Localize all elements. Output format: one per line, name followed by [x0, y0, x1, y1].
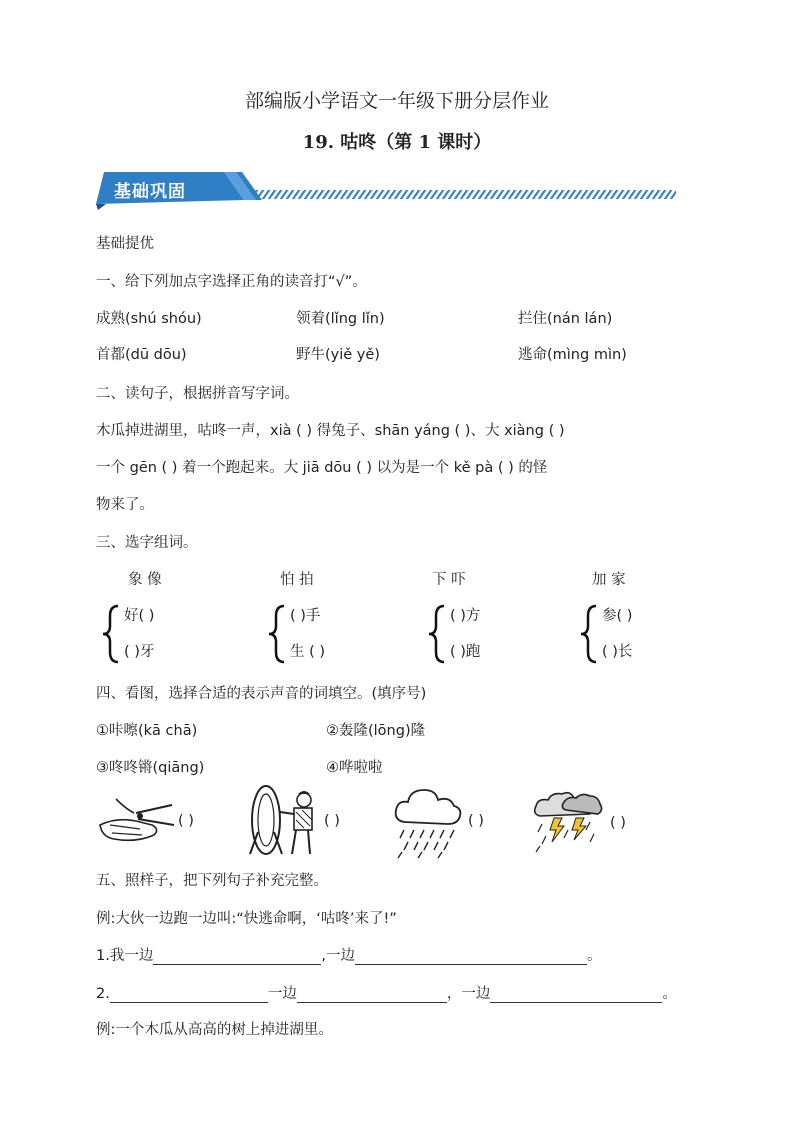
answer-blank[interactable] — [297, 986, 447, 1003]
q4-blank[interactable]: ( ) — [610, 815, 626, 831]
q5-text: 。 — [662, 986, 677, 1002]
q5-example: 例:大伙一边跑一边叫:“快逃命啊，‘咕咚’来了!” — [96, 911, 397, 927]
answer-blank[interactable] — [153, 948, 321, 965]
q3-blank[interactable]: ( )长 — [602, 644, 633, 660]
q3-prompt: 三、选字组词。 — [96, 535, 198, 551]
banner-label: 基础巩固 — [114, 182, 186, 202]
q1-item: 逃命(mìng mìn) — [518, 347, 627, 363]
page-title: 部编版小学语文一年级下册分层作业 — [244, 90, 549, 112]
q3-chars: 象 像 — [128, 572, 162, 588]
q3-chars: 加 家 — [592, 572, 626, 588]
q3-group — [426, 604, 526, 664]
q2-line: 物来了。 — [96, 497, 154, 513]
brace-icon — [426, 604, 448, 664]
q1-item: 野牛(yiě yě) — [296, 347, 380, 363]
q4-prompt: 四、看图，选择合适的表示声音的词填空。(填序号) — [96, 686, 427, 702]
q5-text: 一边 — [267, 986, 297, 1002]
q3-blank[interactable]: ( )跑 — [450, 644, 481, 660]
q4-option: ①咔嚓(kā chā) — [96, 723, 198, 739]
q3-group — [578, 604, 678, 664]
q4-option: ④哗啦啦 — [326, 760, 383, 776]
thunderstorm-icon — [532, 790, 604, 854]
q5-text: 1.我一边 — [96, 948, 154, 964]
q5-example: 例:一个木瓜从高高的树上掉进湖里。 — [96, 1022, 333, 1038]
q4-blank[interactable]: ( ) — [178, 813, 194, 829]
q4-option: ③咚咚锵(qiāng) — [96, 760, 205, 776]
q5-sentence-2 — [96, 982, 677, 1003]
q1-item: 首都(dū dōu) — [96, 347, 187, 363]
q2-line: 一个 gēn ( ) 着一个跑起来。大 jiā dōu ( ) 以为是一个 kě pà ( ) 的怪 — [96, 460, 548, 476]
q5-sentence-1 — [96, 944, 601, 965]
rain-cloud-icon — [392, 784, 464, 860]
q3-group — [266, 604, 366, 664]
q1-prompt: 一、给下列加点字选择正角的读音打“√”。 — [96, 274, 367, 290]
drum-player-icon — [246, 782, 322, 858]
q2-prompt: 二、读句子，根据拼音写字词。 — [96, 386, 299, 402]
q3-blank[interactable]: 参( ) — [602, 608, 633, 624]
answer-blank[interactable] — [490, 986, 662, 1003]
q3-chars: 怕 拍 — [280, 572, 314, 588]
q4-blank[interactable]: ( ) — [324, 813, 340, 829]
q4-option: ②轰隆(lōng)隆 — [326, 723, 426, 739]
q3-group — [100, 604, 200, 664]
q5-prompt: 五、照样子，把下列句子补充完整。 — [96, 873, 328, 889]
q3-blank[interactable]: 好( ) — [124, 608, 155, 624]
q3-blank[interactable]: ( )牙 — [124, 644, 155, 660]
q5-text: 2. — [96, 986, 110, 1002]
brace-icon — [266, 604, 288, 664]
q3-blank[interactable]: 生 ( ) — [290, 644, 326, 660]
q4-blank[interactable]: ( ) — [468, 813, 484, 829]
q3-chars: 下 吓 — [432, 572, 466, 588]
q5-text: 。 — [586, 948, 602, 964]
lesson-title: 19. 咕咚（第 1 课时） — [302, 132, 492, 153]
q1-item: 成熟(shú shóu) — [96, 311, 202, 327]
q3-blank[interactable]: ( )手 — [290, 608, 321, 624]
section-banner — [96, 170, 678, 210]
brace-icon — [578, 604, 600, 664]
q3-blank[interactable]: ( )方 — [450, 608, 481, 624]
brace-icon — [100, 604, 122, 664]
scissors-cutting-icon — [96, 795, 178, 847]
q1-item: 拦住(nán lán) — [518, 311, 613, 327]
q2-line: 木瓜掉进湖里，咕咚一声，xià ( ) 得兔子、shān yáng ( )、大 xiàng ( ) — [96, 423, 565, 439]
q1-item: 领着(lǐng lǐn) — [296, 311, 385, 327]
section-label: 基础提优 — [96, 236, 154, 252]
q5-text: ，一边 — [446, 986, 491, 1002]
q5-text: ,一边 — [321, 948, 355, 964]
answer-blank[interactable] — [110, 986, 268, 1003]
answer-blank[interactable] — [355, 948, 587, 965]
